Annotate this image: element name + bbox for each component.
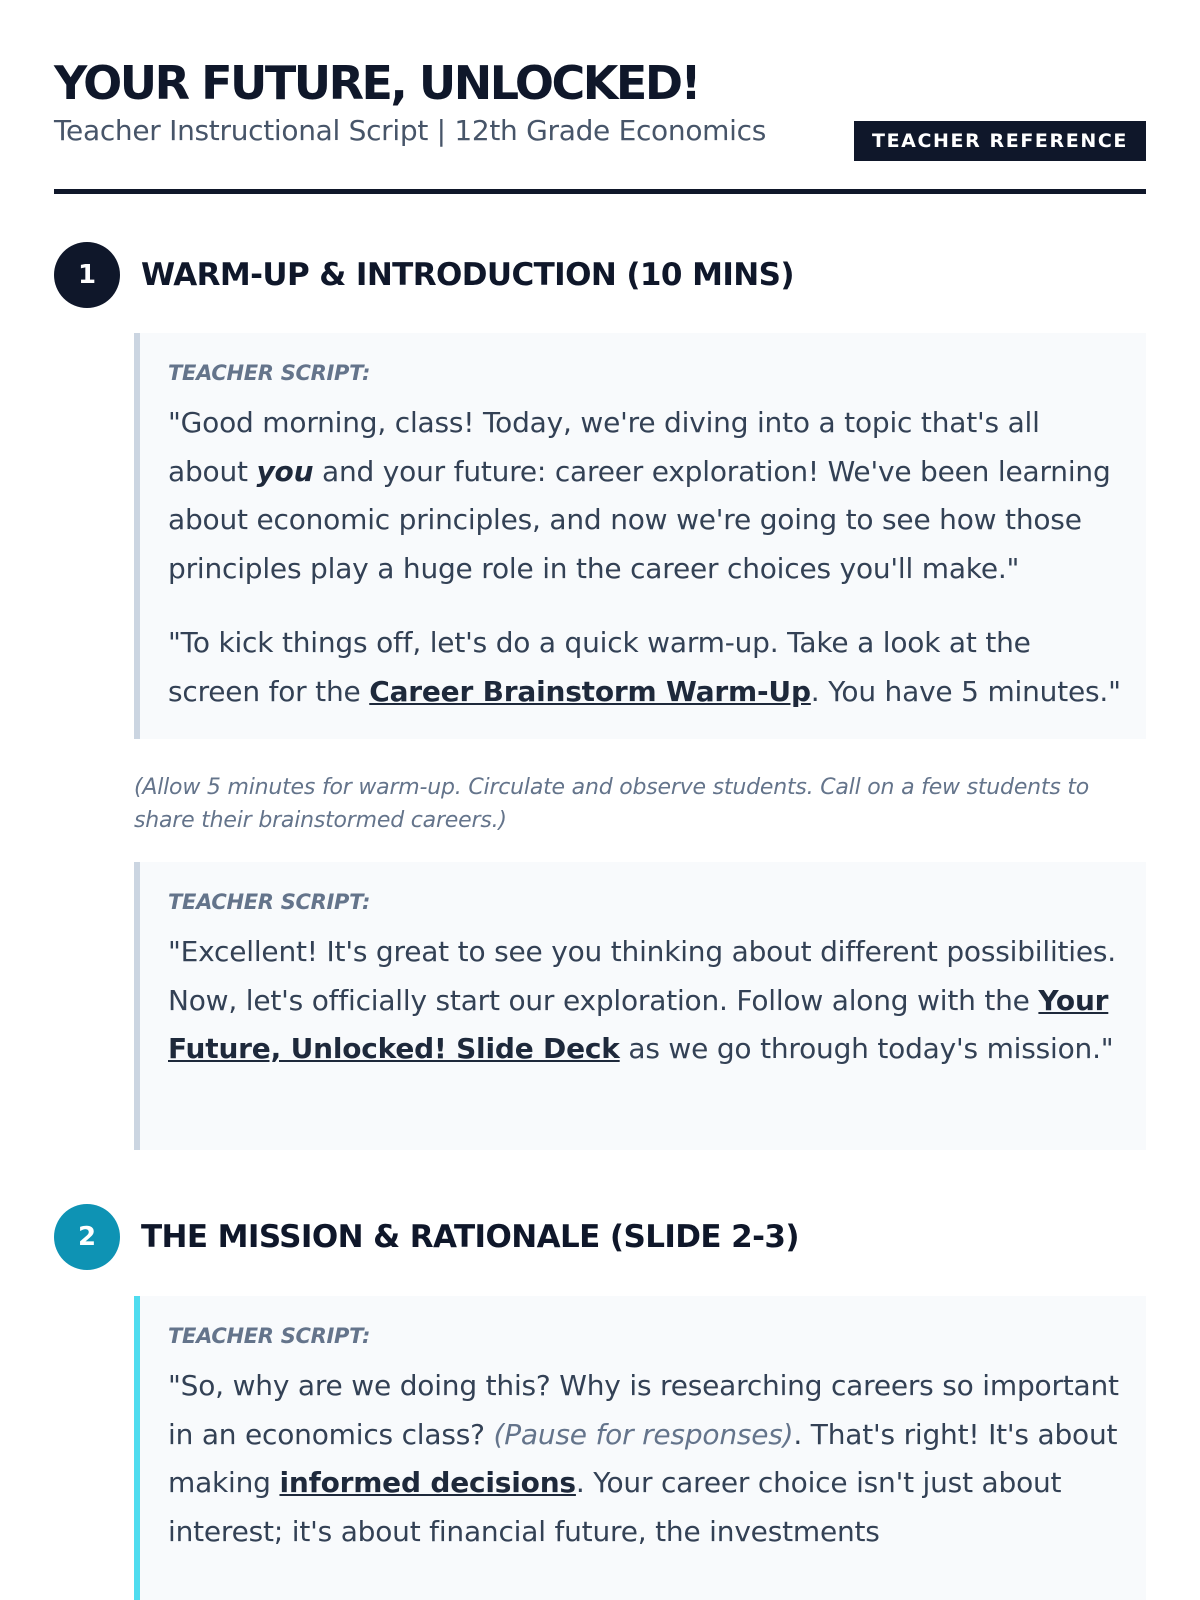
page-subtitle: Teacher Instructional Script | 12th Grade Economics: [54, 114, 767, 147]
teacher-script-box-2: [134, 862, 1146, 1150]
informed-decisions-link[interactable]: informed decisions: [279, 1466, 576, 1499]
section-2-number: 2: [54, 1204, 120, 1270]
teacher-script-box-3: [134, 1296, 1146, 1600]
script-label: TEACHER SCRIPT:: [168, 361, 371, 385]
document-header: [54, 0, 1146, 194]
section-1-heading: [54, 242, 794, 308]
section-1-title: WARM-UP & INTRODUCTION (10 MINS): [141, 257, 794, 293]
section-1-number: 1: [54, 242, 120, 308]
script-paragraph: "So, why are we doing this? Why is researching careers so important in an economics class? (Pause for responses). That's right! It's about making informed decisions. Your career choice isn't just about interest; it's about financial future, the investments: [168, 1369, 1119, 1548]
career-brainstorm-warm-up-link[interactable]: Career Brainstorm Warm-Up: [369, 674, 811, 708]
slide-deck-link[interactable]: Your Future, Unlocked! Slide Deck: [168, 983, 1109, 1065]
script-paragraph: "To kick things off, let's do a quick warm-up. Take a look at the screen for the Career Brainstorm Warm-Up. You have 5 minutes.": [168, 626, 1121, 708]
script-label: TEACHER SCRIPT:: [168, 890, 371, 914]
script-paragraph: "Good morning, class! Today, we're diving into a topic that's all about you and your future: career exploration! We've been learning about economic principles, and now we're going to see how those principles play a huge role in the career choices you'll make.": [168, 406, 1111, 585]
section-2-title: THE MISSION & RATIONALE (SLIDE 2-3): [141, 1219, 799, 1255]
teacher-reference-badge: TEACHER REFERENCE: [854, 121, 1146, 161]
page-title: YOUR FUTURE, UNLOCKED!: [54, 56, 700, 110]
script-label: TEACHER SCRIPT:: [168, 1324, 371, 1348]
pause-aside: (Pause for responses): [493, 1417, 794, 1451]
script-paragraph: "Excellent! It's great to see you thinking about different possibilities. Now, let's officially start our exploration. Follow along with the Your Future, Unlocked! Slide Deck as we go through today's mission.": [168, 935, 1116, 1065]
document-page: [54, 0, 1146, 1548]
teacher-note: (Allow 5 minutes for warm-up. Circulate and observe students. Call on a few students to share their brainstormed careers.): [134, 775, 1090, 833]
teacher-script-box-1: [134, 333, 1146, 739]
section-2-heading: [54, 1204, 799, 1270]
